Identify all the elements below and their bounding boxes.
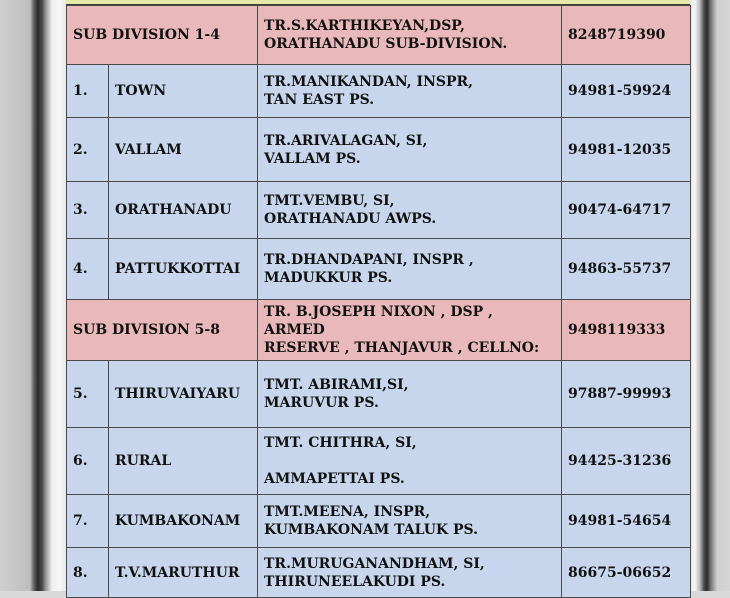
table-row (67, 548, 691, 598)
subdivision-label: SUB DIVISION 5-8 (67, 300, 258, 361)
row-number: 7. (67, 495, 109, 548)
subdivision-header-row (67, 6, 691, 65)
dsp-officer: TR.S.KARTHIKEYAN,DSP, ORATHANADU SUB-DIVISION. (258, 6, 562, 65)
photo-frame-right (690, 0, 730, 591)
row-number: 2. (67, 118, 109, 182)
row-number: 4. (67, 239, 109, 300)
phone-number: 94425-31236 (562, 428, 691, 495)
dsp-officer: TR. B.JOSEPH NIXON , DSP , ARMED RESERVE , THANJAVUR , CELLNO: (258, 300, 562, 361)
officer-name: TR.MURUGANANDHAM, SI, THIRUNEELAKUDI PS. (258, 548, 562, 598)
officer-name: TR.ARIVALAGAN, SI, VALLAM PS. (258, 118, 562, 182)
phone-number: 94981-54654 (562, 495, 691, 548)
area-name: T.V.MARUTHUR (109, 548, 258, 598)
area-name: VALLAM (109, 118, 258, 182)
officer-name: TMT. ABIRAMI,SI, MARUVUR PS. (258, 361, 562, 428)
area-name: TOWN (109, 65, 258, 118)
phone-number: 86675-06652 (562, 548, 691, 598)
officer-name: TR.MANIKANDAN, INSPR, TAN EAST PS. (258, 65, 562, 118)
area-name: KUMBAKONAM (109, 495, 258, 548)
dsp-phone: 9498119333 (562, 300, 691, 361)
phone-number: 94981-59924 (562, 65, 691, 118)
dsp-phone: 8248719390 (562, 6, 691, 65)
subdivision-label: SUB DIVISION 1-4 (67, 6, 258, 65)
row-number: 1. (67, 65, 109, 118)
phone-number: 94981-12035 (562, 118, 691, 182)
phone-number: 94863-55737 (562, 239, 691, 300)
subdivision-header-row (67, 300, 691, 361)
area-name: ORATHANADU (109, 182, 258, 239)
table-row (67, 495, 691, 548)
officer-name: TMT.MEENA, INSPR, KUMBAKONAM TALUK PS. (258, 495, 562, 548)
officer-name: TR.DHANDAPANI, INSPR , MADUKKUR PS. (258, 239, 562, 300)
table-row (67, 118, 691, 182)
officer-name: TMT. CHITHRA, SI, AMMAPETTAI PS. (258, 428, 562, 495)
table-row (67, 361, 691, 428)
table-row (67, 239, 691, 300)
row-number: 6. (67, 428, 109, 495)
officer-contact-table (66, 5, 691, 598)
officer-name: TMT.VEMBU, SI, ORATHANADU AWPS. (258, 182, 562, 239)
table-row (67, 65, 691, 118)
phone-number: 90474-64717 (562, 182, 691, 239)
area-name: THIRUVAIYARU (109, 361, 258, 428)
area-name: PATTUKKOTTAI (109, 239, 258, 300)
table-row (67, 428, 691, 495)
row-number: 5. (67, 361, 109, 428)
table-row (67, 182, 691, 239)
photo-frame-left (0, 0, 66, 591)
row-number: 3. (67, 182, 109, 239)
row-number: 8. (67, 548, 109, 598)
phone-number: 97887-99993 (562, 361, 691, 428)
area-name: RURAL (109, 428, 258, 495)
